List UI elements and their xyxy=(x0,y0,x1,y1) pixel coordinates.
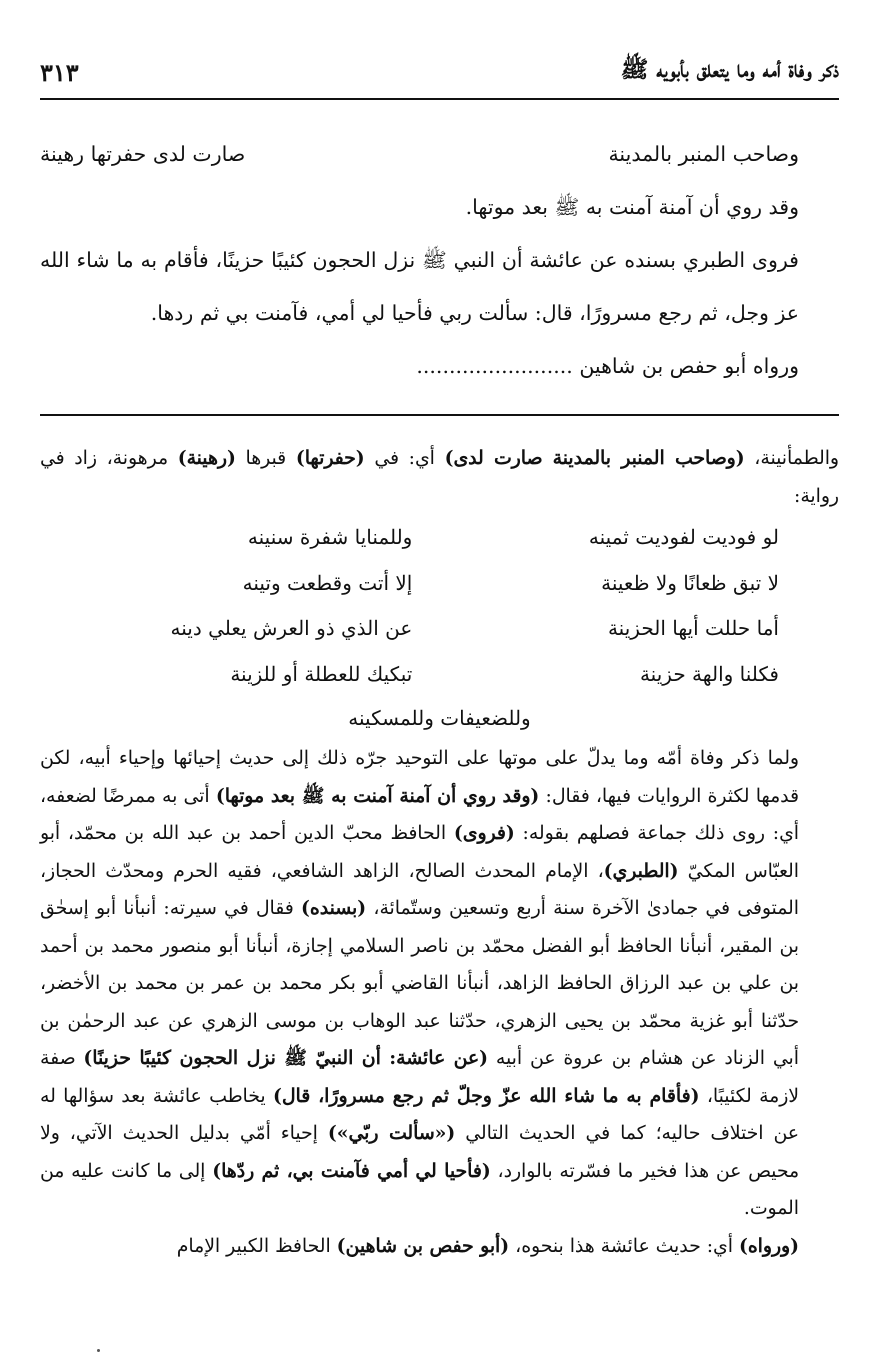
matn-block xyxy=(40,128,839,393)
matn-line: وقد روي أن آمنة آمنت به ﷺ بعد موتها. xyxy=(465,195,799,219)
commentary-text: صفة لازمة لكئيبًا، xyxy=(40,1048,799,1107)
verse-line xyxy=(40,606,839,652)
commentary-text: والطمأنينة، xyxy=(744,448,839,469)
bold-matn-quote: (فأحيا لي أمي فآمنت بي، ثم ردّها) xyxy=(212,1159,491,1182)
commentary-text: ولما ذكر وفاة أمّه وما يدلّ على موتها على التوحيد جرّه ذلك إلى حديث إحيائها وإحياء أبيه، لكن قدمها لكثرة الروايات فيها، فقال: xyxy=(40,748,799,807)
verse-right: لا تبق ظعانًا ولا ظعينة xyxy=(601,570,779,595)
commentary-paragraph-1 xyxy=(40,440,839,515)
bold-matn-quote: (عن عائشة: أن النبيّ ﷺ نزل الحجون كئيبًا حزينًا) xyxy=(83,1047,488,1069)
separator-rule xyxy=(40,414,839,416)
bold-matn-quote: (حفرتها) xyxy=(295,447,365,469)
commentary-text: يخاطب عائشة بعد سؤالها له عن اختلاف حاليه؛ كما في الحديث التالي xyxy=(40,1085,799,1144)
verse-right: لو فوديت لفوديت ثمينه xyxy=(588,525,779,549)
commentary-text: أي: حديث عائشة هذا بنحوه، xyxy=(509,1235,739,1257)
commentary-text: قبرها xyxy=(235,448,296,469)
commentary-text: إلى ما كانت عليه من الموت. xyxy=(40,1160,799,1219)
poem-hemistich-left: صارت لدى حفرتها رهينة xyxy=(40,142,246,166)
verse-line xyxy=(40,515,839,561)
bold-matn-quote: (وصاحب المنبر بالمدينة صارت لدى) xyxy=(444,447,745,469)
commentary-text: الحافظ محبّ الدين أحمد بن عبد الله بن محمّد، أبو العبّاس المكيّ xyxy=(40,823,799,882)
commentary-text: مرهونة، زاد في رواية: xyxy=(40,448,839,507)
bold-matn-quote: (الطبري) xyxy=(603,859,679,882)
poem-line xyxy=(40,128,839,181)
matn-last-line xyxy=(40,340,839,393)
commentary-paragraph-2 xyxy=(40,740,839,1228)
bold-matn-quote: (فروى) xyxy=(453,822,515,844)
running-title: ذكر وفاة أمه وما يتعلق بأبويه ﷺ xyxy=(620,56,839,83)
commentary-block xyxy=(40,440,839,1265)
bold-matn-quote: (أبو حفص بن شاهين) xyxy=(336,1234,510,1257)
verse-right: أما حللت أيها الحزينة xyxy=(607,616,779,640)
verse-left: تبكيك للعطلة أو للزينة xyxy=(230,661,413,686)
commentary-text: الحافظ الكبير الإمام xyxy=(176,1235,337,1257)
bold-matn-quote: (وقد روي أن آمنة آمنت به ﷺ بعد موتها) xyxy=(215,784,540,807)
commentary-text: إحياء أمّي بدليل الحديث الآتي، ولا محيص عن هذا فخير ما فسّرته بالوارد، xyxy=(40,1123,800,1182)
verse-closing: وللضعيفات وللمسكينه xyxy=(348,706,531,730)
verse-left: إلا أتت وقطعت وتينه xyxy=(242,570,413,595)
bold-matn-quote: («سألت ربّي») xyxy=(327,1122,456,1144)
commentary-paragraph-3 xyxy=(40,1228,839,1266)
bold-matn-quote: (ورواه) xyxy=(738,1234,799,1257)
commentary-text: أي: في xyxy=(364,448,445,469)
page-number: ٣١٣ xyxy=(40,57,79,87)
commentary-text: ، الإمام المحدث الصالح، الزاهد الشافعي، فقيه الحرم ومحدّث الحجاز، المتوفى في جمادىٰ الآخرة سنة أربع وتسعين وستّمائة، xyxy=(40,860,799,919)
verse-left: وللمنايا شفرة سنينه xyxy=(247,525,413,549)
ellipsis-dots: ........................ xyxy=(416,354,573,378)
verse-line xyxy=(40,561,839,607)
page-header xyxy=(40,52,839,92)
bold-matn-quote: (رهينة) xyxy=(177,447,236,469)
commentary-text: فقال في سيرته: أنبأنا أبو إسحٰق بن المقير، أنبأنا الحافظ أبو الفضل محمّد بن ناصر السلامي إجازة، أنبأنا أبو منصور محمد بن أحمد بن علي بن عبد الرزاق الحافظ الزاهد، أنبأنا القاضي أبو بكر محمد بن عمر بن محمد بن الأخضر، حدّثنا أبو غزية محمّد بن يحيى الزهري، حدّثنا عبد الوهاب بن موسى الزهري عن عبد الرحمٰن بن أبي الزناد عن هشام بن عروة عن أبيه xyxy=(40,898,799,1069)
poem-hemistich-right: وصاحب المنبر بالمدينة xyxy=(608,142,799,166)
commentary-text: أتى به ممرضًا لضعفه، أي: روى ذلك جماعة فصلهم بقوله: xyxy=(40,785,799,844)
bold-matn-quote: (فأقام به ما شاء الله عزّ وجلّ ثم رجع مسرورًا، قال) xyxy=(272,1084,700,1107)
matn-paragraph: فروى الطبري بسنده عن عائشة أن النبي ﷺ نزل الحجون كئيبًا حزينًا، فأقام به ما شاء الله عز وجل، ثم رجع مسرورًا، قال: سألت ربي فأحيا لي أمي، فآمنت بي ثم ردها. xyxy=(40,248,799,325)
verse-line xyxy=(40,652,839,698)
verse-right: فكلنا والهة حزينة xyxy=(639,661,779,686)
matn-last-text: ورواه أبو حفص بن شاهين xyxy=(579,354,799,378)
header-rule xyxy=(40,98,839,100)
bold-matn-quote: (بسنده) xyxy=(301,897,367,919)
page-speck xyxy=(97,1349,100,1352)
verse-left: عن الذي ذو العرش يعلي دينه xyxy=(170,616,413,640)
